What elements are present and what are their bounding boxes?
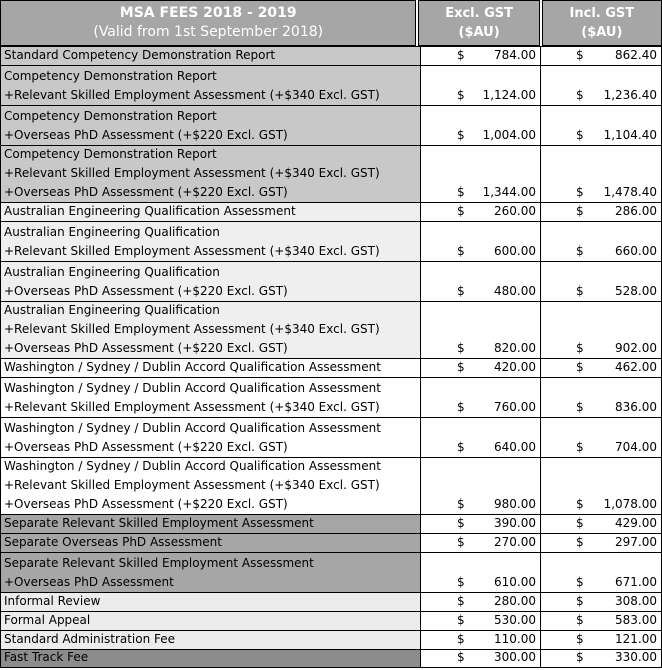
currency-symbol: $ — [576, 400, 584, 414]
excl-gst-header — [418, 0, 539, 46]
currency-symbol: $ — [457, 400, 465, 414]
currency-symbol: $ — [457, 440, 465, 454]
incl-gst-currency: ($AU) — [581, 25, 623, 40]
amount: 286.00 — [615, 204, 657, 218]
fee-excl-gst — [421, 650, 541, 667]
excl-gst-currency: ($AU) — [458, 25, 500, 40]
fee-incl-gst — [541, 203, 662, 221]
table-subtitle: (Valid from 1st September 2018) — [93, 24, 324, 40]
amount: 297.00 — [615, 535, 657, 549]
amount: 1,124.00 — [482, 88, 536, 102]
fee-incl-gst — [541, 631, 662, 649]
fee-description-line: +Relevant Skilled Employment Assessment (+$340 Excl. GST) — [4, 400, 380, 414]
fee-description — [0, 203, 421, 221]
fee-description — [0, 553, 421, 592]
fee-row — [0, 552, 662, 592]
amount: 610.00 — [494, 575, 536, 589]
currency-symbol: $ — [457, 244, 465, 258]
currency-symbol: $ — [457, 360, 465, 374]
fee-row — [0, 514, 662, 533]
currency-symbol: $ — [576, 535, 584, 549]
currency-symbol: $ — [576, 341, 584, 355]
fee-description-line: +Overseas PhD Assessment (+$220 Excl. GST) — [4, 497, 288, 511]
fee-incl-gst — [541, 359, 662, 377]
fee-excl-gst — [421, 262, 541, 301]
amount: 1,004.00 — [482, 128, 536, 142]
amount: 280.00 — [494, 594, 536, 608]
amount: 110.00 — [494, 632, 536, 646]
fee-row — [0, 649, 662, 668]
fee-description-line: Australian Engineering Qualification Assessment — [4, 204, 296, 218]
fee-excl-gst — [421, 359, 541, 377]
fee-description-line: +Overseas PhD Assessment (+$220 Excl. GST) — [4, 440, 288, 454]
fee-incl-gst — [541, 66, 662, 105]
currency-symbol: $ — [457, 185, 465, 199]
fee-row — [0, 592, 662, 611]
fee-row — [0, 417, 662, 457]
fee-excl-gst — [421, 146, 541, 202]
currency-symbol: $ — [457, 204, 465, 218]
amount: 980.00 — [494, 497, 536, 511]
currency-symbol: $ — [457, 341, 465, 355]
currency-symbol: $ — [457, 128, 465, 142]
fee-excl-gst — [421, 631, 541, 649]
incl-gst-label: Incl. GST — [569, 6, 635, 21]
amount: 600.00 — [494, 244, 536, 258]
amount: 583.00 — [615, 613, 657, 627]
currency-symbol: $ — [576, 632, 584, 646]
currency-symbol: $ — [576, 244, 584, 258]
fee-description — [0, 612, 421, 630]
fee-incl-gst — [541, 650, 662, 667]
amount: 820.00 — [494, 341, 536, 355]
currency-symbol: $ — [576, 128, 584, 142]
currency-symbol: $ — [457, 650, 465, 664]
fee-row — [0, 145, 662, 202]
fee-row — [0, 611, 662, 630]
fee-excl-gst — [421, 106, 541, 145]
fee-incl-gst — [541, 106, 662, 145]
amount: 784.00 — [494, 48, 536, 62]
fee-incl-gst — [541, 378, 662, 417]
amount: 1,478.40 — [603, 185, 657, 199]
fee-description-line: Standard Administration Fee — [4, 632, 176, 646]
amount: 420.00 — [494, 360, 536, 374]
fee-description-line: Separate Overseas PhD Assessment — [4, 535, 222, 549]
amount: 480.00 — [494, 284, 536, 298]
fee-description — [0, 458, 421, 514]
incl-gst-header — [542, 0, 662, 46]
fee-incl-gst — [541, 458, 662, 514]
fee-excl-gst — [421, 302, 541, 358]
currency-symbol: $ — [457, 48, 465, 62]
currency-symbol: $ — [457, 575, 465, 589]
amount: 704.00 — [615, 440, 657, 454]
amount: 390.00 — [494, 516, 536, 530]
currency-symbol: $ — [576, 594, 584, 608]
amount: 1,344.00 — [482, 185, 536, 199]
currency-symbol: $ — [457, 516, 465, 530]
currency-symbol: $ — [576, 284, 584, 298]
fee-description-line: +Relevant Skilled Employment Assessment (+$340 Excl. GST) — [4, 244, 380, 258]
fee-description-line: Competency Demonstration Report — [4, 109, 217, 123]
fee-description-line: Washington / Sydney / Dublin Accord Qualification Assessment — [4, 381, 381, 395]
fee-description-line: Competency Demonstration Report — [4, 69, 217, 83]
fee-description-line: +Relevant Skilled Employment Assessment (+$340 Excl. GST) — [4, 478, 380, 492]
currency-symbol: $ — [457, 284, 465, 298]
fee-excl-gst — [421, 515, 541, 533]
excl-gst-label: Excl. GST — [445, 6, 513, 21]
fee-description-line: Australian Engineering Qualification — [4, 225, 220, 239]
fee-row — [0, 221, 662, 261]
currency-symbol: $ — [576, 516, 584, 530]
fee-excl-gst — [421, 553, 541, 592]
currency-symbol: $ — [457, 535, 465, 549]
fee-description-line: +Overseas PhD Assessment (+$220 Excl. GST) — [4, 128, 288, 142]
fee-description-line: +Relevant Skilled Employment Assessment (+$340 Excl. GST) — [4, 322, 380, 336]
fee-description-line: +Overseas PhD Assessment — [4, 575, 174, 589]
fee-row — [0, 358, 662, 377]
fee-description — [0, 146, 421, 202]
fee-incl-gst — [541, 418, 662, 457]
fee-excl-gst — [421, 203, 541, 221]
fee-incl-gst — [541, 262, 662, 301]
amount: 660.00 — [615, 244, 657, 258]
currency-symbol: $ — [457, 594, 465, 608]
amount: 260.00 — [494, 204, 536, 218]
fee-description-line: Formal Appeal — [4, 613, 91, 627]
amount: 1,104.40 — [603, 128, 657, 142]
amount: 528.00 — [615, 284, 657, 298]
fee-description-line: Washington / Sydney / Dublin Accord Qualification Assessment — [4, 459, 381, 473]
amount: 270.00 — [494, 535, 536, 549]
fee-row — [0, 630, 662, 649]
fee-description — [0, 593, 421, 611]
fee-description-line: +Overseas PhD Assessment (+$220 Excl. GST) — [4, 185, 288, 199]
fee-row — [0, 533, 662, 552]
fee-incl-gst — [541, 534, 662, 552]
currency-symbol: $ — [576, 185, 584, 199]
fee-excl-gst — [421, 47, 541, 65]
fee-incl-gst — [541, 47, 662, 65]
amount: 1,236.40 — [603, 88, 657, 102]
fee-incl-gst — [541, 612, 662, 630]
currency-symbol: $ — [576, 204, 584, 218]
amount: 862.40 — [615, 48, 657, 62]
currency-symbol: $ — [457, 88, 465, 102]
currency-symbol: $ — [576, 650, 584, 664]
fee-description-line: +Relevant Skilled Employment Assessment (+$340 Excl. GST) — [4, 166, 380, 180]
fee-row — [0, 457, 662, 514]
fee-description-line: Washington / Sydney / Dublin Accord Qualification Assessment — [4, 421, 381, 435]
fee-description — [0, 106, 421, 145]
amount: 330.00 — [615, 650, 657, 664]
fee-excl-gst — [421, 612, 541, 630]
fee-excl-gst — [421, 534, 541, 552]
fee-description-line: Fast Track Fee — [4, 650, 89, 664]
currency-symbol: $ — [576, 575, 584, 589]
fee-incl-gst — [541, 222, 662, 261]
amount: 902.00 — [615, 341, 657, 355]
amount: 308.00 — [615, 594, 657, 608]
fee-description — [0, 302, 421, 358]
currency-symbol: $ — [457, 613, 465, 627]
fee-row — [0, 301, 662, 358]
fee-description — [0, 378, 421, 417]
fee-description — [0, 359, 421, 377]
fee-excl-gst — [421, 458, 541, 514]
amount: 1,078.00 — [603, 497, 657, 511]
fee-description — [0, 418, 421, 457]
fee-description — [0, 47, 421, 65]
fee-description — [0, 631, 421, 649]
amount: 429.00 — [615, 516, 657, 530]
fee-row — [0, 65, 662, 105]
fee-excl-gst — [421, 593, 541, 611]
table-title: MSA FEES 2018 - 2019 — [119, 5, 297, 21]
fee-incl-gst — [541, 553, 662, 592]
fee-description-line: Informal Review — [4, 594, 101, 608]
fee-description — [0, 650, 421, 667]
currency-symbol: $ — [576, 88, 584, 102]
table-header — [0, 0, 662, 46]
fee-row — [0, 202, 662, 221]
fee-row — [0, 46, 662, 65]
fee-description-line: Australian Engineering Qualification — [4, 303, 220, 317]
fee-incl-gst — [541, 146, 662, 202]
fee-excl-gst — [421, 378, 541, 417]
amount: 121.00 — [615, 632, 657, 646]
fee-description — [0, 515, 421, 533]
fee-description-line: +Overseas PhD Assessment (+$220 Excl. GST) — [4, 341, 288, 355]
fee-description — [0, 534, 421, 552]
currency-symbol: $ — [457, 497, 465, 511]
amount: 671.00 — [615, 575, 657, 589]
currency-symbol: $ — [576, 360, 584, 374]
fee-description-line: +Relevant Skilled Employment Assessment (+$340 Excl. GST) — [4, 88, 380, 102]
fee-excl-gst — [421, 222, 541, 261]
fee-row — [0, 105, 662, 145]
fee-description-line: Standard Competency Demonstration Report — [4, 48, 276, 62]
fee-rows — [0, 46, 662, 668]
currency-symbol: $ — [576, 613, 584, 627]
fee-description-line: Australian Engineering Qualification — [4, 265, 220, 279]
fee-incl-gst — [541, 302, 662, 358]
amount: 462.00 — [615, 360, 657, 374]
currency-symbol: $ — [576, 497, 584, 511]
fee-row — [0, 261, 662, 301]
fee-description — [0, 66, 421, 105]
fee-description-line: +Overseas PhD Assessment (+$220 Excl. GST) — [4, 284, 288, 298]
fee-description-line: Separate Relevant Skilled Employment Assessment — [4, 516, 314, 530]
fee-excl-gst — [421, 418, 541, 457]
currency-symbol: $ — [576, 440, 584, 454]
amount: 530.00 — [494, 613, 536, 627]
fee-description-line: Separate Relevant Skilled Employment Assessment — [4, 556, 314, 570]
amount: 836.00 — [615, 400, 657, 414]
fee-incl-gst — [541, 593, 662, 611]
fee-description-line: Washington / Sydney / Dublin Accord Qualification Assessment — [4, 360, 381, 374]
fee-description-line: Competency Demonstration Report — [4, 147, 217, 161]
table-title-cell — [0, 0, 416, 46]
amount: 760.00 — [494, 400, 536, 414]
fee-row — [0, 377, 662, 417]
currency-symbol: $ — [576, 48, 584, 62]
fee-excl-gst — [421, 66, 541, 105]
fee-description — [0, 222, 421, 261]
amount: 640.00 — [494, 440, 536, 454]
fee-incl-gst — [541, 515, 662, 533]
currency-symbol: $ — [457, 632, 465, 646]
fee-description — [0, 262, 421, 301]
amount: 300.00 — [494, 650, 536, 664]
